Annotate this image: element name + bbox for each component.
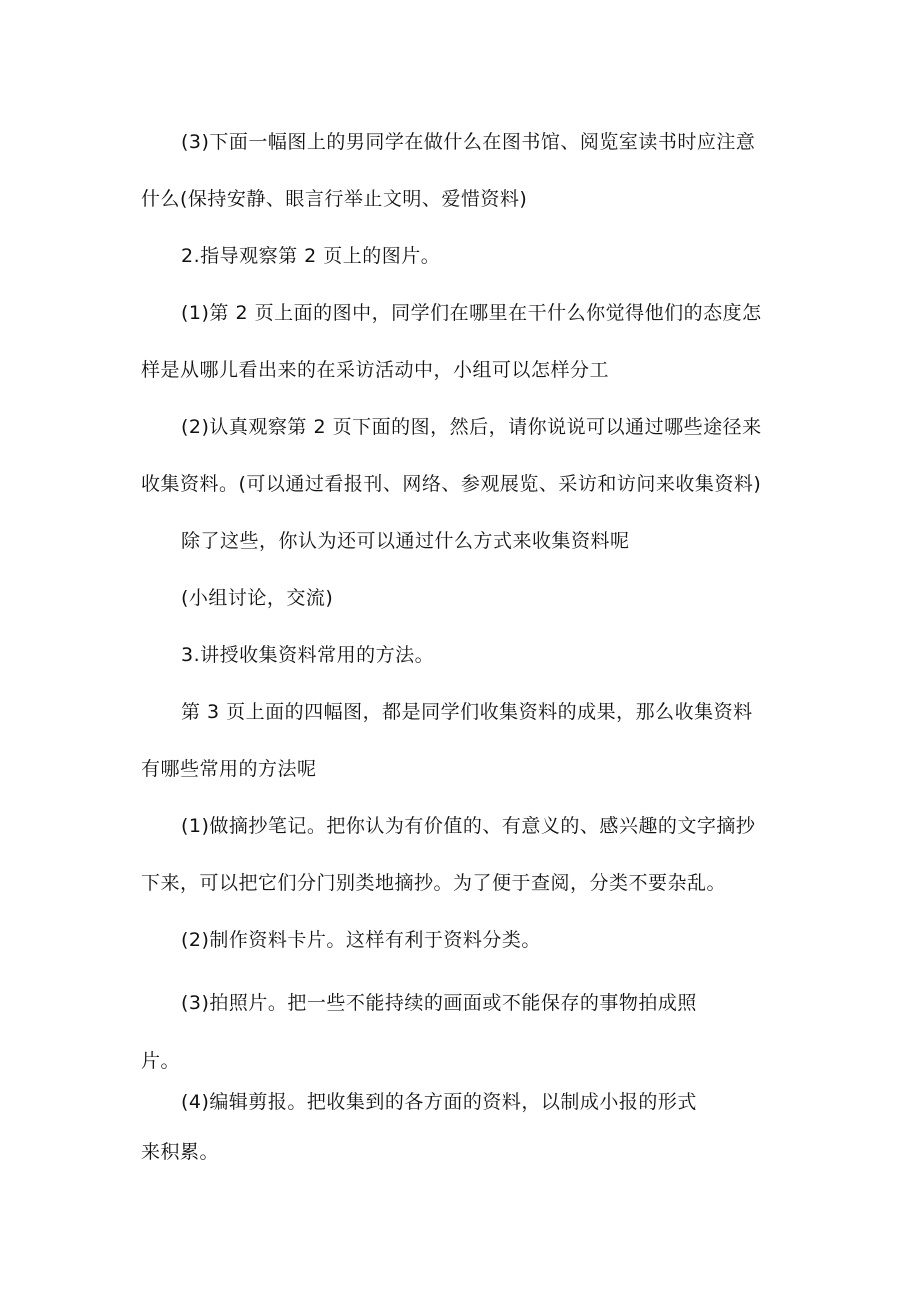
- text-line: (小组讨论，交流): [181, 587, 334, 609]
- text-line: (1)做摘抄笔记。把你认为有价值的、有意义的、感兴趣的文字摘抄: [181, 815, 756, 837]
- text-line: (1)第 2 页上面的图中，同学们在哪里在干什么你觉得他们的态度怎: [181, 302, 762, 324]
- text-line: (3)下面一幅图上的男同学在做什么在图书馆、阅览室读书时应注意: [181, 131, 756, 153]
- text-line: 片。: [141, 1050, 181, 1072]
- text-line: 下来，可以把它们分门别类地摘抄。为了便于查阅，分类不要杂乱。: [141, 872, 727, 894]
- text-line: 有哪些常用的方法呢: [141, 758, 317, 780]
- text-line: 除了这些，你认为还可以通过什么方式来收集资料呢: [181, 530, 630, 552]
- text-line: 3.讲授收集资料常用的方法。: [181, 644, 435, 666]
- text-line: 2.指导观察第 2 页上的图片。: [181, 245, 441, 267]
- text-line: 收集资料。(可以通过看报刊、网络、参观展览、采访和访问来收集资料): [141, 473, 762, 495]
- text-line: (2)制作资料卡片。这样有利于资料分类。: [181, 929, 541, 951]
- text-line: 样是从哪儿看出来的在采访活动中，小组可以怎样分工: [141, 359, 610, 381]
- text-line: (3)拍照片。把一些不能持续的画面或不能保存的事物拍成照: [181, 992, 697, 1014]
- text-line: (4)编辑剪报。把收集到的各方面的资料，以制成小报的形式: [181, 1091, 697, 1113]
- text-line: 第 3 页上面的四幅图，都是同学们收集资料的成果，那么收集资料: [181, 701, 753, 723]
- text-line: 什么(保持安静、眼言行举止文明、爱惜资料): [141, 188, 528, 210]
- text-line: 来积累。: [141, 1141, 220, 1163]
- text-line: (2)认真观察第 2 页下面的图，然后，请你说说可以通过哪些途径来: [181, 416, 762, 438]
